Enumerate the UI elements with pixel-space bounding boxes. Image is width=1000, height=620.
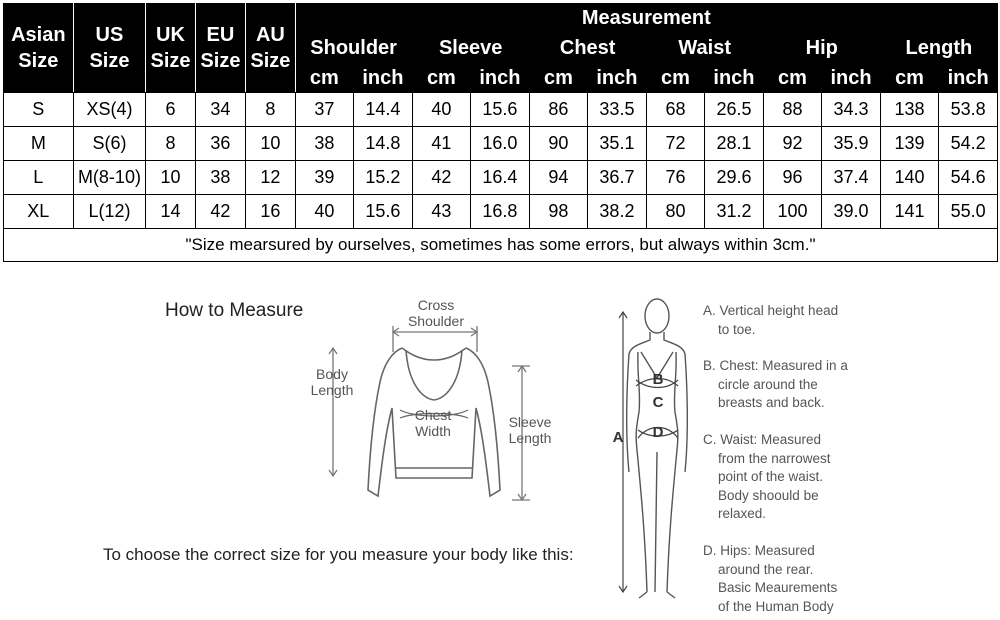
human-body-figure (605, 292, 700, 604)
table-cell: 16 (246, 195, 295, 229)
header-hip: Hip (763, 34, 880, 64)
table-cell: 10 (246, 127, 295, 161)
table-cell: S (4, 93, 74, 127)
table-cell: 35.1 (588, 127, 647, 161)
header-sleeve: Sleeve (412, 34, 529, 64)
table-cell: 34.3 (822, 93, 881, 127)
cross-shoulder-label: Cross Shoulder (407, 297, 465, 329)
header-au-size: AU Size (246, 4, 295, 93)
table-cell: 6 (146, 93, 195, 127)
table-cell: 36 (195, 127, 245, 161)
table-cell: 53.8 (939, 93, 998, 127)
table-cell: 37 (295, 93, 354, 127)
table-cell: 96 (763, 161, 822, 195)
table-cell: 90 (529, 127, 588, 161)
sleeve-length-label: Sleeve Length (508, 414, 552, 446)
header-asian-size: Asian Size (4, 4, 74, 93)
header-waist: Waist (646, 34, 763, 64)
table-cell: 37.4 (822, 161, 881, 195)
table-row (4, 93, 998, 127)
header-chest: Chest (529, 34, 646, 64)
chest-width-label: Chest Width (414, 407, 452, 439)
table-cell: 86 (529, 93, 588, 127)
table-row (4, 161, 998, 195)
table-cell: S(6) (73, 127, 146, 161)
header-eu-size: EU Size (195, 4, 245, 93)
legend-c: C. Waist: Measured from the narrowest point of the waist. Body shoould be relaxed. (703, 432, 831, 521)
table-cell: 40 (412, 93, 471, 127)
header-measurement: Measurement (295, 4, 997, 34)
header-unit-cm: cm (646, 64, 705, 93)
table-cell: 14.8 (354, 127, 413, 161)
table-cell: 31.2 (705, 195, 764, 229)
table-cell: L (4, 161, 74, 195)
header-shoulder: Shoulder (295, 34, 412, 64)
table-cell: 36.7 (588, 161, 647, 195)
table-cell: 8 (246, 93, 295, 127)
table-cell: XL (4, 195, 74, 229)
how-to-measure-title: How to Measure (165, 300, 304, 321)
table-cell: 35.9 (822, 127, 881, 161)
header-us-size: US Size (73, 4, 146, 93)
legend-a: A. Vertical height head to toe. (703, 303, 839, 337)
table-cell: 42 (195, 195, 245, 229)
table-cell: 16.4 (471, 161, 530, 195)
body-length-label: Body Length (310, 366, 354, 398)
header-unit-cm: cm (529, 64, 588, 93)
table-cell: 43 (412, 195, 471, 229)
table-cell: 33.5 (588, 93, 647, 127)
table-cell: 8 (146, 127, 195, 161)
marker-a: A (612, 429, 624, 446)
table-cell: 15.6 (471, 93, 530, 127)
table-cell: 15.2 (354, 161, 413, 195)
table-cell: 68 (646, 93, 705, 127)
header-unit-cm: cm (412, 64, 471, 93)
table-cell: 92 (763, 127, 822, 161)
table-cell: 141 (880, 195, 939, 229)
table-cell: 39 (295, 161, 354, 195)
header-unit-inch: inch (588, 64, 647, 93)
table-cell: 138 (880, 93, 939, 127)
table-cell: 42 (412, 161, 471, 195)
table-cell: 26.5 (705, 93, 764, 127)
table-note-row (4, 229, 998, 262)
table-cell: 28.1 (705, 127, 764, 161)
marker-b: B (652, 371, 664, 388)
marker-c: C (652, 394, 664, 411)
table-row (4, 127, 998, 161)
table-cell: 38 (295, 127, 354, 161)
table-cell: 100 (763, 195, 822, 229)
table-cell: 88 (763, 93, 822, 127)
table-cell: 15.6 (354, 195, 413, 229)
table-cell: 39.0 (822, 195, 881, 229)
size-chart-table (3, 3, 998, 262)
legend-b: B. Chest: Measured in a circle around the breasts and back. (703, 358, 848, 410)
table-cell: 14 (146, 195, 195, 229)
table-cell: 140 (880, 161, 939, 195)
header-unit-cm: cm (295, 64, 354, 93)
table-cell: 76 (646, 161, 705, 195)
table-cell: 10 (146, 161, 195, 195)
header-unit-inch: inch (822, 64, 881, 93)
header-uk-size: UK Size (146, 4, 195, 93)
table-cell: 139 (880, 127, 939, 161)
header-unit-inch: inch (471, 64, 530, 93)
header-unit-inch: inch (705, 64, 764, 93)
table-cell: 40 (295, 195, 354, 229)
table-cell: 29.6 (705, 161, 764, 195)
table-cell: 41 (412, 127, 471, 161)
table-cell: 38 (195, 161, 245, 195)
table-row (4, 195, 998, 229)
table-cell: M (4, 127, 74, 161)
table-cell: 34 (195, 93, 245, 127)
header-unit-cm: cm (763, 64, 822, 93)
measure-instruction: To choose the correct size for you measure your body like this: (103, 545, 574, 564)
table-cell: 98 (529, 195, 588, 229)
table-cell: 16.0 (471, 127, 530, 161)
table-cell: 72 (646, 127, 705, 161)
table-cell: 94 (529, 161, 588, 195)
table-cell: 12 (246, 161, 295, 195)
header-unit-inch: inch (939, 64, 998, 93)
header-unit-inch: inch (354, 64, 413, 93)
table-cell: 16.8 (471, 195, 530, 229)
table-cell: 14.4 (354, 93, 413, 127)
table-cell: L(12) (73, 195, 146, 229)
header-length: Length (880, 34, 997, 64)
header-unit-cm: cm (880, 64, 939, 93)
table-cell: XS(4) (73, 93, 146, 127)
table-cell: 54.2 (939, 127, 998, 161)
table-cell: 80 (646, 195, 705, 229)
table-cell: M(8-10) (73, 161, 146, 195)
size-note: "Size mearsured by ourselves, sometimes has some errors, but always within 3cm." (4, 229, 998, 262)
legend-d: D. Hips: Measured around the rear. Basic Meaurements of the Human Body (703, 543, 838, 614)
table-cell: 55.0 (939, 195, 998, 229)
table-cell: 38.2 (588, 195, 647, 229)
table-cell: 54.6 (939, 161, 998, 195)
marker-d: D (652, 424, 664, 441)
